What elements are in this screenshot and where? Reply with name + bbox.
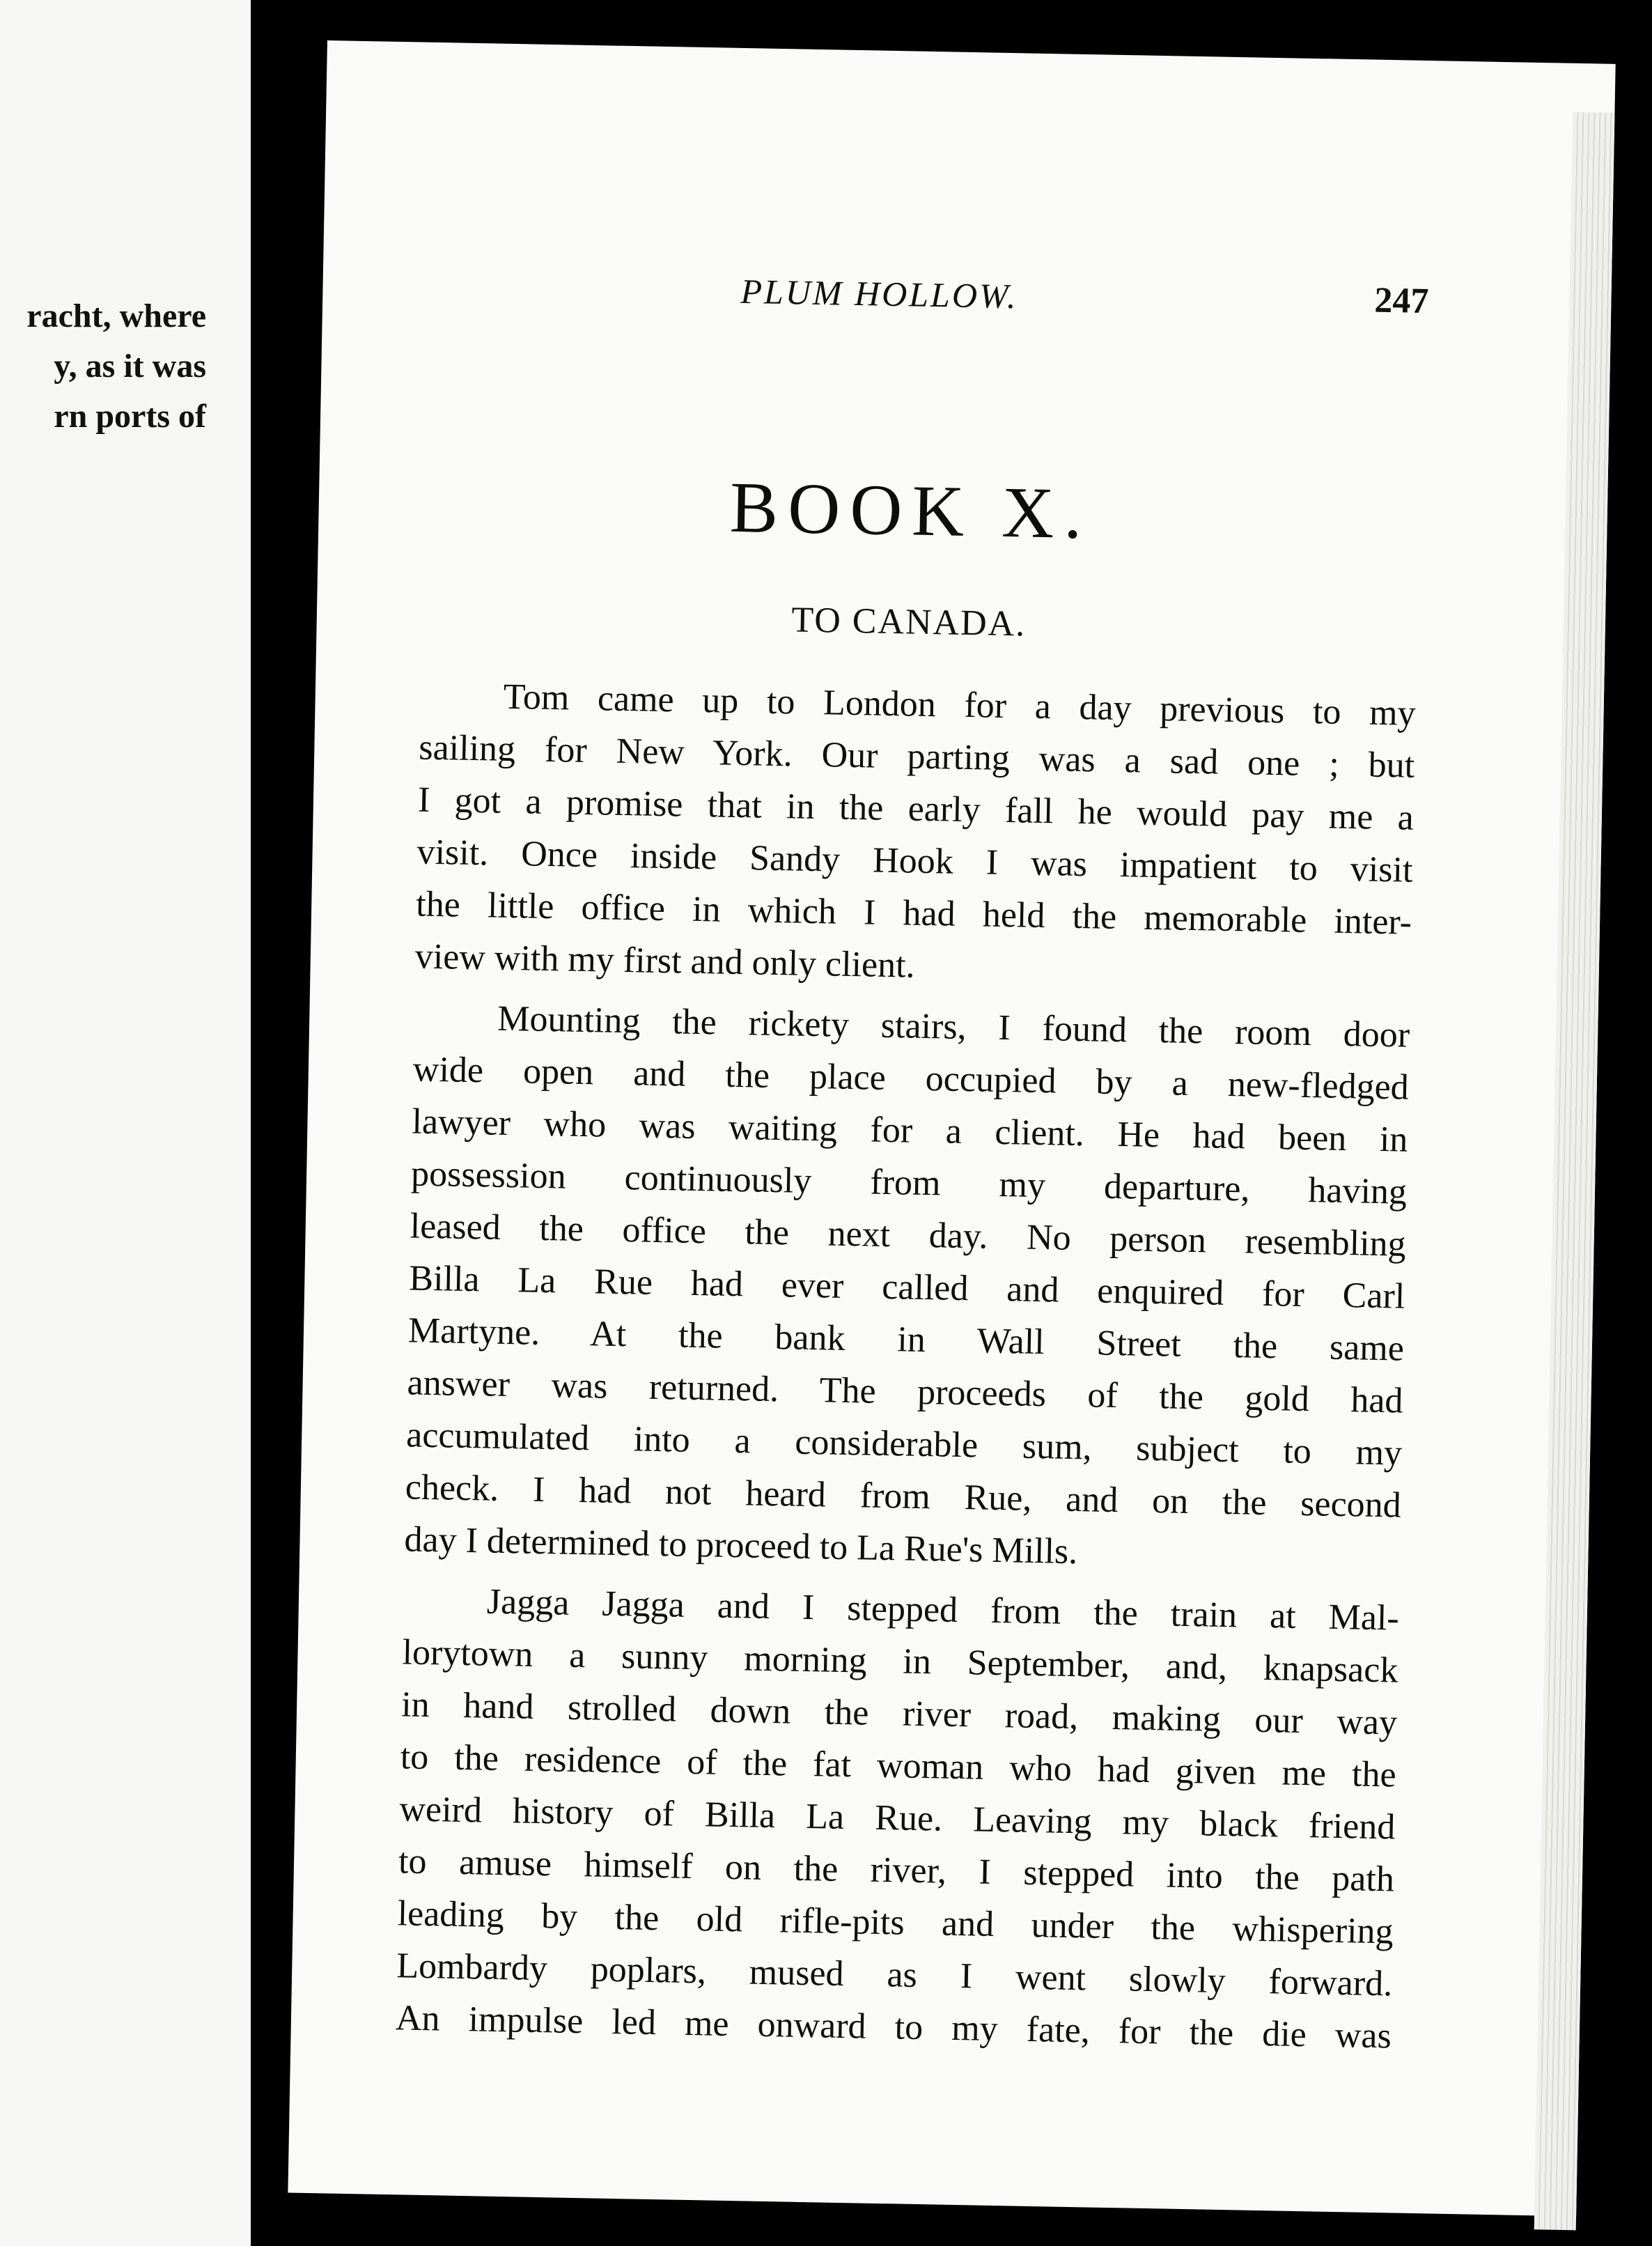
text-line: weird history of Billa La Rue. Leaving my black friend bbox=[398, 1789, 1396, 1848]
text-line: to the residence of the fat woman who had given me the bbox=[400, 1737, 1397, 1795]
paragraph bbox=[395, 1574, 1399, 2062]
text-line: lorytown a sunny morning in September, and, knapsack bbox=[402, 1632, 1398, 1691]
page-edges bbox=[1534, 112, 1615, 2231]
running-head: PLUM HOLLOW. bbox=[740, 271, 1019, 316]
text-line: I got a promise that in the early fall he would pay me a bbox=[417, 780, 1415, 838]
text-line: in hand strolled down the river road, making our way bbox=[400, 1684, 1398, 1743]
text-line: day I determined to proceed to La Rue's Mills. bbox=[404, 1519, 1078, 1572]
text-line: view with my first and only client. bbox=[414, 936, 916, 986]
text-line: visit. Once inside Sandy Hook I was impatient to visit bbox=[416, 832, 1413, 890]
text-line: check. I had not heard from Rue, and on the second bbox=[405, 1467, 1402, 1526]
text-line: the little office in which I had held the memorable inter- bbox=[415, 884, 1412, 943]
text-line: Lombardy poplars, mused as I went slowly forward. bbox=[396, 1946, 1393, 2004]
text-line: sailing for New York. Our parting was a sad one ; but bbox=[418, 727, 1415, 786]
body-text bbox=[395, 669, 1416, 2071]
text-line: lawyer who was waiting for a client. He had been in bbox=[412, 1101, 1408, 1160]
right-page bbox=[288, 40, 1615, 2216]
text-line: Tom came up to London for a day previous to my bbox=[503, 676, 1417, 734]
text-line: An impulse led me onward to my fate, for the die was bbox=[395, 1998, 1392, 2057]
text-line: leading by the old rifle-pits and under the whispering bbox=[397, 1893, 1394, 1952]
left-line: rn ports of bbox=[54, 398, 206, 435]
text-line: to amuse himself on the river, I stepped into the path bbox=[398, 1841, 1395, 1900]
text-line: wide open and the place occupied by a new-fledged bbox=[412, 1049, 1410, 1108]
text-line: Martyne. At the bank in Wall Street the same bbox=[407, 1310, 1405, 1369]
text-line: answer was returned. The proceeds of the gold had bbox=[407, 1363, 1403, 1421]
paragraph bbox=[414, 669, 1416, 1001]
text-line: Mounting the rickety stairs, I found the room door bbox=[497, 998, 1410, 1055]
page-number: 247 bbox=[1373, 280, 1429, 322]
text-line: accumulated into a considerable sum, subject to my bbox=[405, 1415, 1403, 1473]
text-line: leased the office the next day. No person resembling bbox=[410, 1206, 1407, 1264]
left-line: racht, where bbox=[26, 297, 206, 334]
text-line: Billa La Rue had ever called and enquired for Carl bbox=[408, 1258, 1405, 1317]
left-page-text bbox=[0, 291, 206, 442]
text-line: possession continuously from my departure, having bbox=[410, 1154, 1408, 1212]
chapter-title: TO CANADA. bbox=[790, 600, 1027, 644]
left-line: y, as it was bbox=[54, 348, 206, 385]
paragraph bbox=[404, 991, 1410, 1584]
text-line: Jagga Jagga and I stepped from the train at Mal- bbox=[486, 1581, 1400, 1639]
book-title: BOOK X. bbox=[728, 467, 1093, 555]
